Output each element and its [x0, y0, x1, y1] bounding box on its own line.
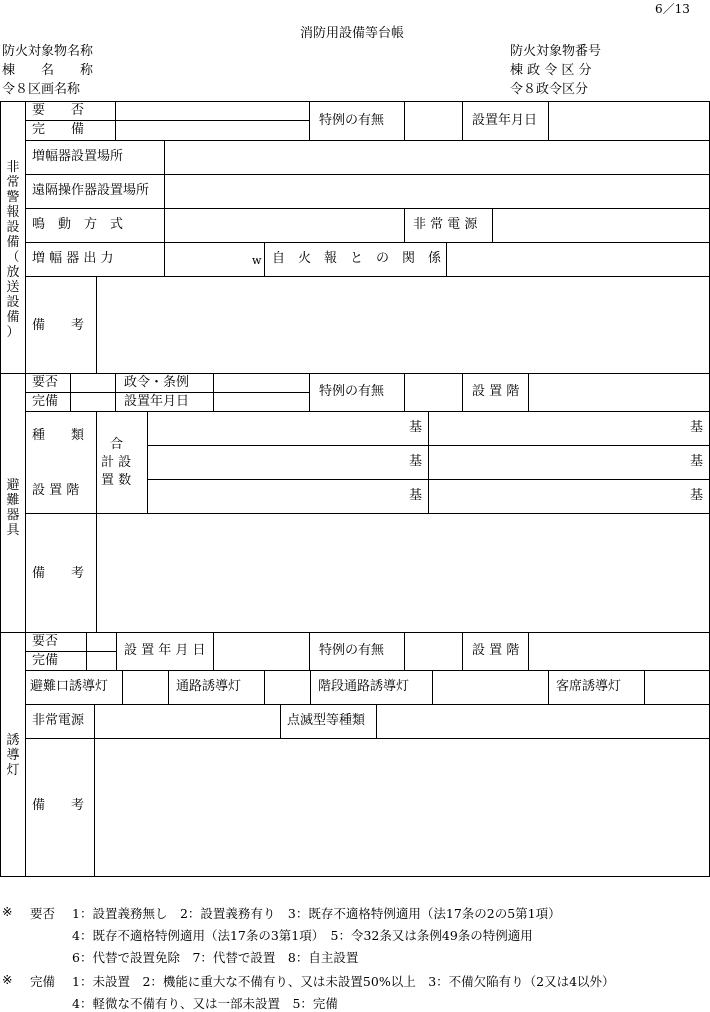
header-left-1: 棟 名 称 [2, 63, 94, 78]
footnote-kanbi-line: 1：未設置 2：機能に重大な不備有り、又は未設置50%以上 3：不備欠陥有り（2又は4以外） [72, 974, 615, 989]
ki-unit: 基 [690, 420, 704, 435]
ki-unit: 基 [690, 488, 704, 503]
page-number: 6／13 [655, 2, 690, 16]
footnote-kanbi-line: 4：軽微な不備有り、又は一部未設置 5：完備 [72, 996, 338, 1011]
passage-light-label: 通路誘導灯 [176, 679, 242, 694]
header-right [510, 42, 601, 99]
ki-unit: 基 [409, 420, 423, 435]
page-title: 消防用設備等台帳 [300, 26, 405, 41]
seat-light-label: 客席誘導灯 [556, 679, 622, 694]
alarm-emergency-power-label: 非 常 電 源 [413, 217, 478, 232]
evac-kanbi-label: 完備 [32, 394, 59, 409]
footnote-mark: ※ [2, 904, 13, 919]
chi-su-label: 置 数 [101, 473, 132, 488]
gokei-label: 合 [110, 437, 124, 452]
evac-side-label: 避 難 器 具 [6, 478, 20, 538]
ki-unit: 基 [409, 454, 423, 469]
footnote-yohi-line: 6：代替で設置免除 7：代替で設置 8：自主設置 [72, 950, 359, 965]
alarm-side-label: 非 常 警 報 設 備 （ 放 送 設 備 ） [6, 160, 20, 340]
amp-output-label: 増 幅 器 出 力 [32, 251, 114, 266]
guide-setchi-kai-label: 設 置 階 [472, 643, 520, 658]
header-left-2: 令８区画名称 [2, 82, 81, 97]
footnote-yohi-line: 1：設置義務無し 2：設置義務有り 3：既存不適格特例適用（法17条の2の5第1項） [72, 906, 561, 921]
ki-unit: 基 [409, 488, 423, 503]
alarm-biko-label: 備 考 [32, 318, 85, 333]
evac-biko-label: 備 考 [32, 566, 85, 581]
guide-kanbi-label: 完備 [32, 653, 59, 668]
header-right-1: 棟 政 令 区 分 [510, 63, 592, 78]
header-right-0: 防火対象物番号 [510, 44, 602, 59]
guide-emergency-power-label: 非常電源 [32, 713, 85, 728]
evac-setchi-kai-label: 設 置 階 [472, 384, 520, 399]
alarm-tokurei-label: 特例の有無 [319, 113, 385, 128]
exit-light-label: 避難口誘導灯 [30, 679, 109, 694]
footnote-yohi-line: 4：既存不適格特例適用（法17条の3第1項） 5：令32条又は条例49条の特例適用 [72, 928, 533, 943]
amp-place-label: 増幅器設置場所 [32, 149, 124, 164]
evac-yohi-label: 要否 [32, 375, 59, 390]
footnote-mark: ※ [2, 972, 13, 987]
jikaho-label: 自 火 報 と の 関 係 [272, 251, 442, 266]
alarm-kanbi-label: 完 備 [32, 122, 85, 137]
blink-type-label: 点滅型等種類 [287, 713, 366, 728]
alarm-setchi-date-label: 設置年月日 [472, 113, 538, 128]
guide-biko-label: 備 考 [32, 798, 85, 813]
kei-setchi-label: 計 設 [101, 455, 132, 470]
guide-yohi-label: 要否 [32, 634, 59, 649]
stair-light-label: 階段通路誘導灯 [318, 679, 410, 694]
footnote-kanbi-label: 完備 [30, 974, 56, 989]
header-left-0: 防火対象物名称 [2, 44, 94, 59]
evac-setchi-date-label: 設置年月日 [124, 394, 190, 409]
ki-unit: 基 [690, 454, 704, 469]
guide-setchi-date-label: 設 置 年 月 日 [124, 643, 206, 658]
meido-label: 鳴 動 方 式 [32, 217, 124, 232]
evac-tokurei-label: 特例の有無 [319, 384, 385, 399]
header-left [2, 42, 93, 99]
footnote-yohi-label: 要否 [30, 906, 56, 921]
unit-w: w [252, 254, 262, 267]
guide-side-label: 誘 導 灯 [6, 733, 20, 778]
seirei-label: 政令・条例 [124, 375, 190, 390]
alarm-yohi-label: 要 否 [32, 103, 85, 118]
evac-setchi-kai2-label: 設 置 階 [32, 483, 80, 498]
header-right-2: 令８政令区分 [510, 82, 589, 97]
remote-place-label: 遠隔操作器設置場所 [32, 183, 150, 198]
guide-tokurei-label: 特例の有無 [319, 643, 385, 658]
shurui-label: 種 類 [32, 428, 85, 443]
